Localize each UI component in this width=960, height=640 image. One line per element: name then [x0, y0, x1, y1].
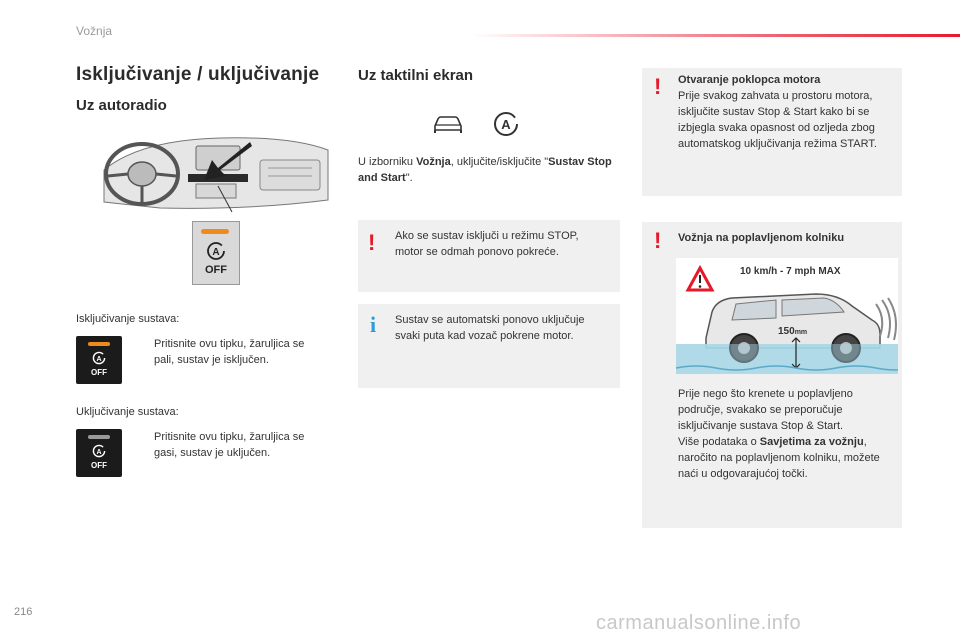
chapter-title: Vožnja	[76, 24, 113, 38]
depth-value: 150	[778, 326, 795, 337]
menu-text-end: ".	[405, 172, 413, 184]
off-label: OFF	[205, 264, 227, 276]
warning-box-flood	[642, 222, 902, 528]
page-title: Isključivanje / uključivanje	[76, 64, 320, 85]
button-led-off-image	[76, 429, 122, 477]
info-icon: i	[370, 312, 377, 337]
indicator-led-orange	[88, 342, 110, 346]
enable-instruction: Pritisnite ovu tipku, žaruljica se gasi, sustav je uključen.	[154, 431, 305, 459]
watermark: carmanualsonline.info	[596, 612, 802, 634]
info-box-auto-restart	[358, 304, 620, 388]
flood-advice: Prije nego što krenete u poplavljeno područje, svakako se preporučuje isključivanje sustava Stop & Start.	[678, 388, 853, 432]
disable-instruction: Pritisnite ovu tipku, žaruljica se pali, sustav je isključen.	[154, 338, 305, 366]
menu-name: Vožnja	[416, 156, 451, 168]
warning-box-stop-mode	[358, 220, 620, 292]
indicator-led-grey	[88, 435, 110, 439]
disable-heading: Isključivanje sustava:	[76, 313, 180, 325]
menu-text-mid: , uključite/isključite "	[450, 156, 549, 168]
header-bar	[470, 34, 960, 37]
off-label: OFF	[91, 461, 107, 470]
flood-reference	[678, 434, 898, 482]
menu-text-prefix: U izborniku	[358, 156, 417, 168]
warning-box-bonnet	[642, 68, 902, 196]
flood-ref-suffix: , naročito na poplavljenom kolniku, možete naći u odgovarajućoj točki.	[678, 436, 880, 480]
speed-limit-label: 10 km/h - 7 mph MAX	[740, 266, 841, 277]
menu-option: Sustav Stop and Start	[358, 156, 612, 184]
flood-ref-prefix: Više podataka o	[678, 436, 760, 448]
section-heading-autoradio: Uz autoradio	[76, 97, 167, 114]
car-icon	[432, 114, 464, 134]
button-led-on-image	[76, 336, 122, 384]
warning-icon: !	[654, 228, 662, 253]
info-text: Sustav se automatski ponovo uključuje svaki puta kad vozač pokrene motor.	[395, 314, 585, 342]
page-number: 216	[14, 606, 33, 618]
auto-stop-start-icon	[492, 110, 520, 138]
svg-text:A: A	[96, 355, 102, 363]
section-heading-touchscreen: Uz taktilni ekran	[358, 67, 474, 84]
depth-unit: mm	[794, 329, 808, 336]
driving-tips-link: Savjetima za vožnju	[759, 436, 864, 448]
warning-text: Ako se sustav isključi u režimu STOP, motor se odmah ponovo pokreće.	[395, 230, 579, 258]
warning-title: Vožnja na poplavljenom kolniku	[678, 232, 845, 244]
off-button-illustration	[192, 221, 240, 285]
flood-illustration	[676, 258, 898, 374]
warning-icon: !	[368, 230, 376, 255]
auto-stop-start-icon	[92, 444, 106, 458]
auto-stop-start-icon	[206, 241, 226, 261]
svg-text:A: A	[212, 247, 220, 258]
warning-text: Prije svakog zahvata u prostoru motora, isključite sustav Stop & Start kako bi se izbjegla svaka opasnost od ozljeda zbog automatskog uključivanja režima START.	[678, 90, 877, 150]
warning-title: Otvaranje poklopca motora	[678, 74, 821, 86]
menu-instruction	[358, 154, 620, 186]
indicator-led-on	[201, 229, 229, 234]
svg-text:A: A	[501, 117, 511, 132]
enable-heading: Uključivanje sustava:	[76, 406, 179, 418]
water-depth-label	[778, 326, 807, 337]
off-label: OFF	[91, 368, 107, 377]
dashboard-illustration	[100, 130, 330, 216]
auto-stop-start-icon	[92, 351, 106, 365]
svg-text:A: A	[96, 448, 102, 456]
warning-icon: !	[654, 74, 662, 99]
